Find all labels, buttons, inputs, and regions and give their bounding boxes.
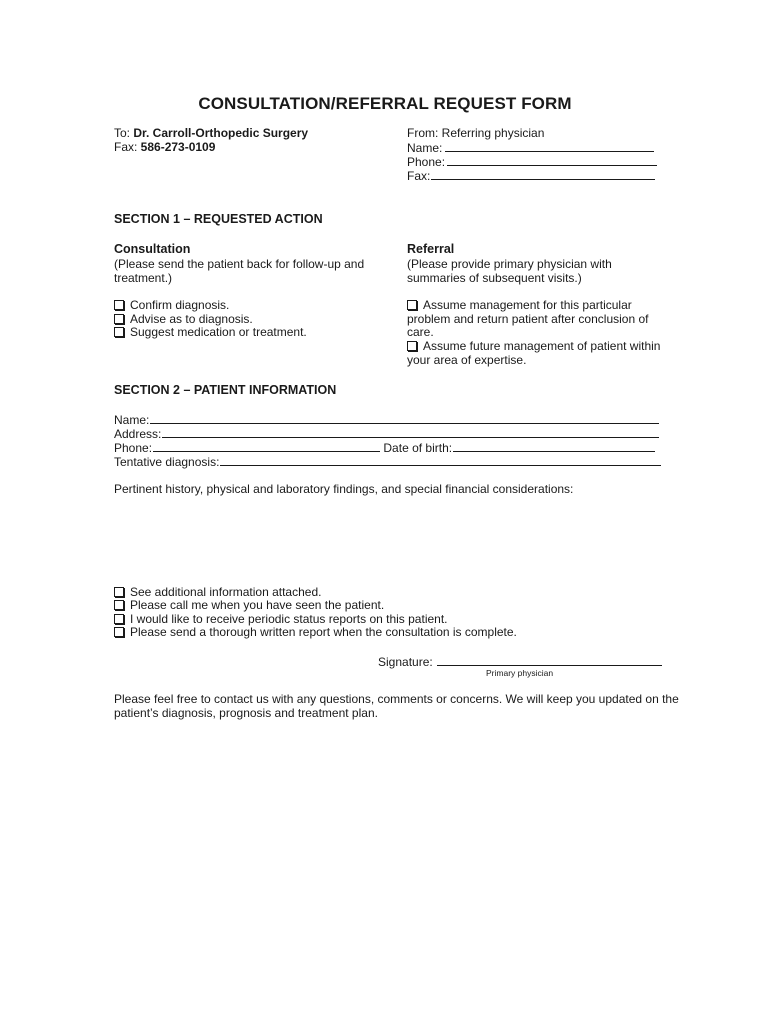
from-fax-field[interactable] (407, 168, 655, 182)
patient-address-field[interactable] (114, 426, 659, 440)
request-option-label: Please call me when you have seen the patient. (130, 598, 385, 612)
checkbox-icon[interactable] (114, 627, 124, 637)
diagnosis-line[interactable] (220, 454, 661, 466)
patient-phone-dob-row (114, 440, 655, 454)
referral-title: Referral (407, 242, 455, 256)
from-phone-label: Phone: (407, 155, 446, 169)
from-heading: From: Referring physician (407, 126, 545, 140)
to-line (114, 126, 308, 140)
signature-label: Signature: (378, 655, 433, 669)
patient-dob-label: Date of birth: (383, 441, 453, 455)
consultation-option-label: Suggest medication or treatment. (130, 325, 307, 339)
from-fax-line[interactable] (431, 168, 655, 180)
history-label: Pertinent history, physical and laboratory findings, and special financial considerations: (114, 482, 574, 496)
request-option-2[interactable] (114, 598, 384, 612)
referral-option-label: Assume management for this particular (423, 298, 632, 312)
referral-option-2-cont: your area of expertise. (407, 353, 527, 367)
section2-heading: SECTION 2 – PATIENT INFORMATION (114, 383, 337, 397)
consultation-option-label: Advise as to diagnosis. (130, 312, 253, 326)
request-option-label: Please send a thorough written report when the consultation is complete. (130, 625, 517, 639)
referral-option-2[interactable] (407, 339, 660, 353)
from-name-label: Name: (407, 141, 443, 155)
closing-line2: patient’s diagnosis, prognosis and treatment plan. (114, 706, 378, 720)
consultation-note-line2: treatment.) (114, 271, 173, 285)
to-label: To: (114, 126, 134, 140)
referral-option-1-cont: problem and return patient after conclusion of (407, 312, 649, 326)
request-option-1[interactable] (114, 585, 321, 599)
consultation-option-label: Confirm diagnosis. (130, 298, 230, 312)
to-recipient: Dr. Carroll-Orthopedic Surgery (133, 126, 309, 140)
checkbox-icon[interactable] (114, 300, 124, 310)
patient-address-label: Address: (114, 427, 162, 441)
request-option-4[interactable] (114, 625, 517, 639)
patient-address-line[interactable] (162, 426, 659, 438)
consultation-option-1[interactable] (114, 298, 229, 312)
to-fax-number: 586-273-0109 (140, 140, 216, 154)
referral-option-1[interactable] (407, 298, 632, 312)
patient-name-line[interactable] (150, 412, 659, 424)
from-fax-label: Fax: (407, 169, 431, 183)
checkbox-icon[interactable] (407, 341, 417, 351)
consultation-option-2[interactable] (114, 312, 253, 326)
checkbox-icon[interactable] (114, 614, 124, 624)
signature-caption: Primary physician (486, 668, 554, 678)
checkbox-icon[interactable] (114, 327, 124, 337)
from-name-field[interactable] (407, 140, 654, 154)
from-phone-line[interactable] (447, 154, 657, 166)
section1-heading: SECTION 1 – REQUESTED ACTION (114, 212, 323, 226)
consultation-note-line1: (Please send the patient back for follow-up and (114, 257, 365, 271)
patient-name-field[interactable] (114, 412, 659, 426)
signature-line[interactable] (437, 654, 662, 666)
closing-line1: Please feel free to contact us with any questions, comments or concerns. We will keep you updated on the (114, 692, 679, 706)
referral-option-label: Assume future management of patient within (423, 339, 661, 353)
to-fax-label: Fax: (114, 140, 141, 154)
checkbox-icon[interactable] (114, 587, 124, 597)
patient-name-label: Name: (114, 413, 150, 427)
consultation-option-3[interactable] (114, 325, 307, 339)
referral-note-line1: (Please provide primary physician with (407, 257, 612, 271)
referral-note-line2: summaries of subsequent visits.) (407, 271, 582, 285)
patient-dob-line[interactable] (453, 440, 655, 452)
referral-option-1-cont: care. (407, 325, 434, 339)
page-title: CONSULTATION/REFERRAL REQUEST FORM (198, 94, 572, 113)
checkbox-icon[interactable] (114, 600, 124, 610)
request-option-label: See additional information attached. (130, 585, 322, 599)
patient-phone-line[interactable] (153, 440, 380, 452)
consultation-title: Consultation (114, 242, 191, 256)
diagnosis-label: Tentative diagnosis: (114, 455, 220, 469)
patient-phone-label: Phone: (114, 441, 153, 455)
request-option-label: I would like to receive periodic status reports on this patient. (130, 612, 448, 626)
checkbox-icon[interactable] (407, 300, 417, 310)
signature-field[interactable] (378, 654, 662, 668)
checkbox-icon[interactable] (114, 314, 124, 324)
diagnosis-field[interactable] (114, 454, 661, 468)
from-phone-field[interactable] (407, 154, 657, 168)
from-name-line[interactable] (445, 140, 654, 152)
request-option-3[interactable] (114, 612, 448, 626)
to-fax-line (114, 140, 215, 154)
